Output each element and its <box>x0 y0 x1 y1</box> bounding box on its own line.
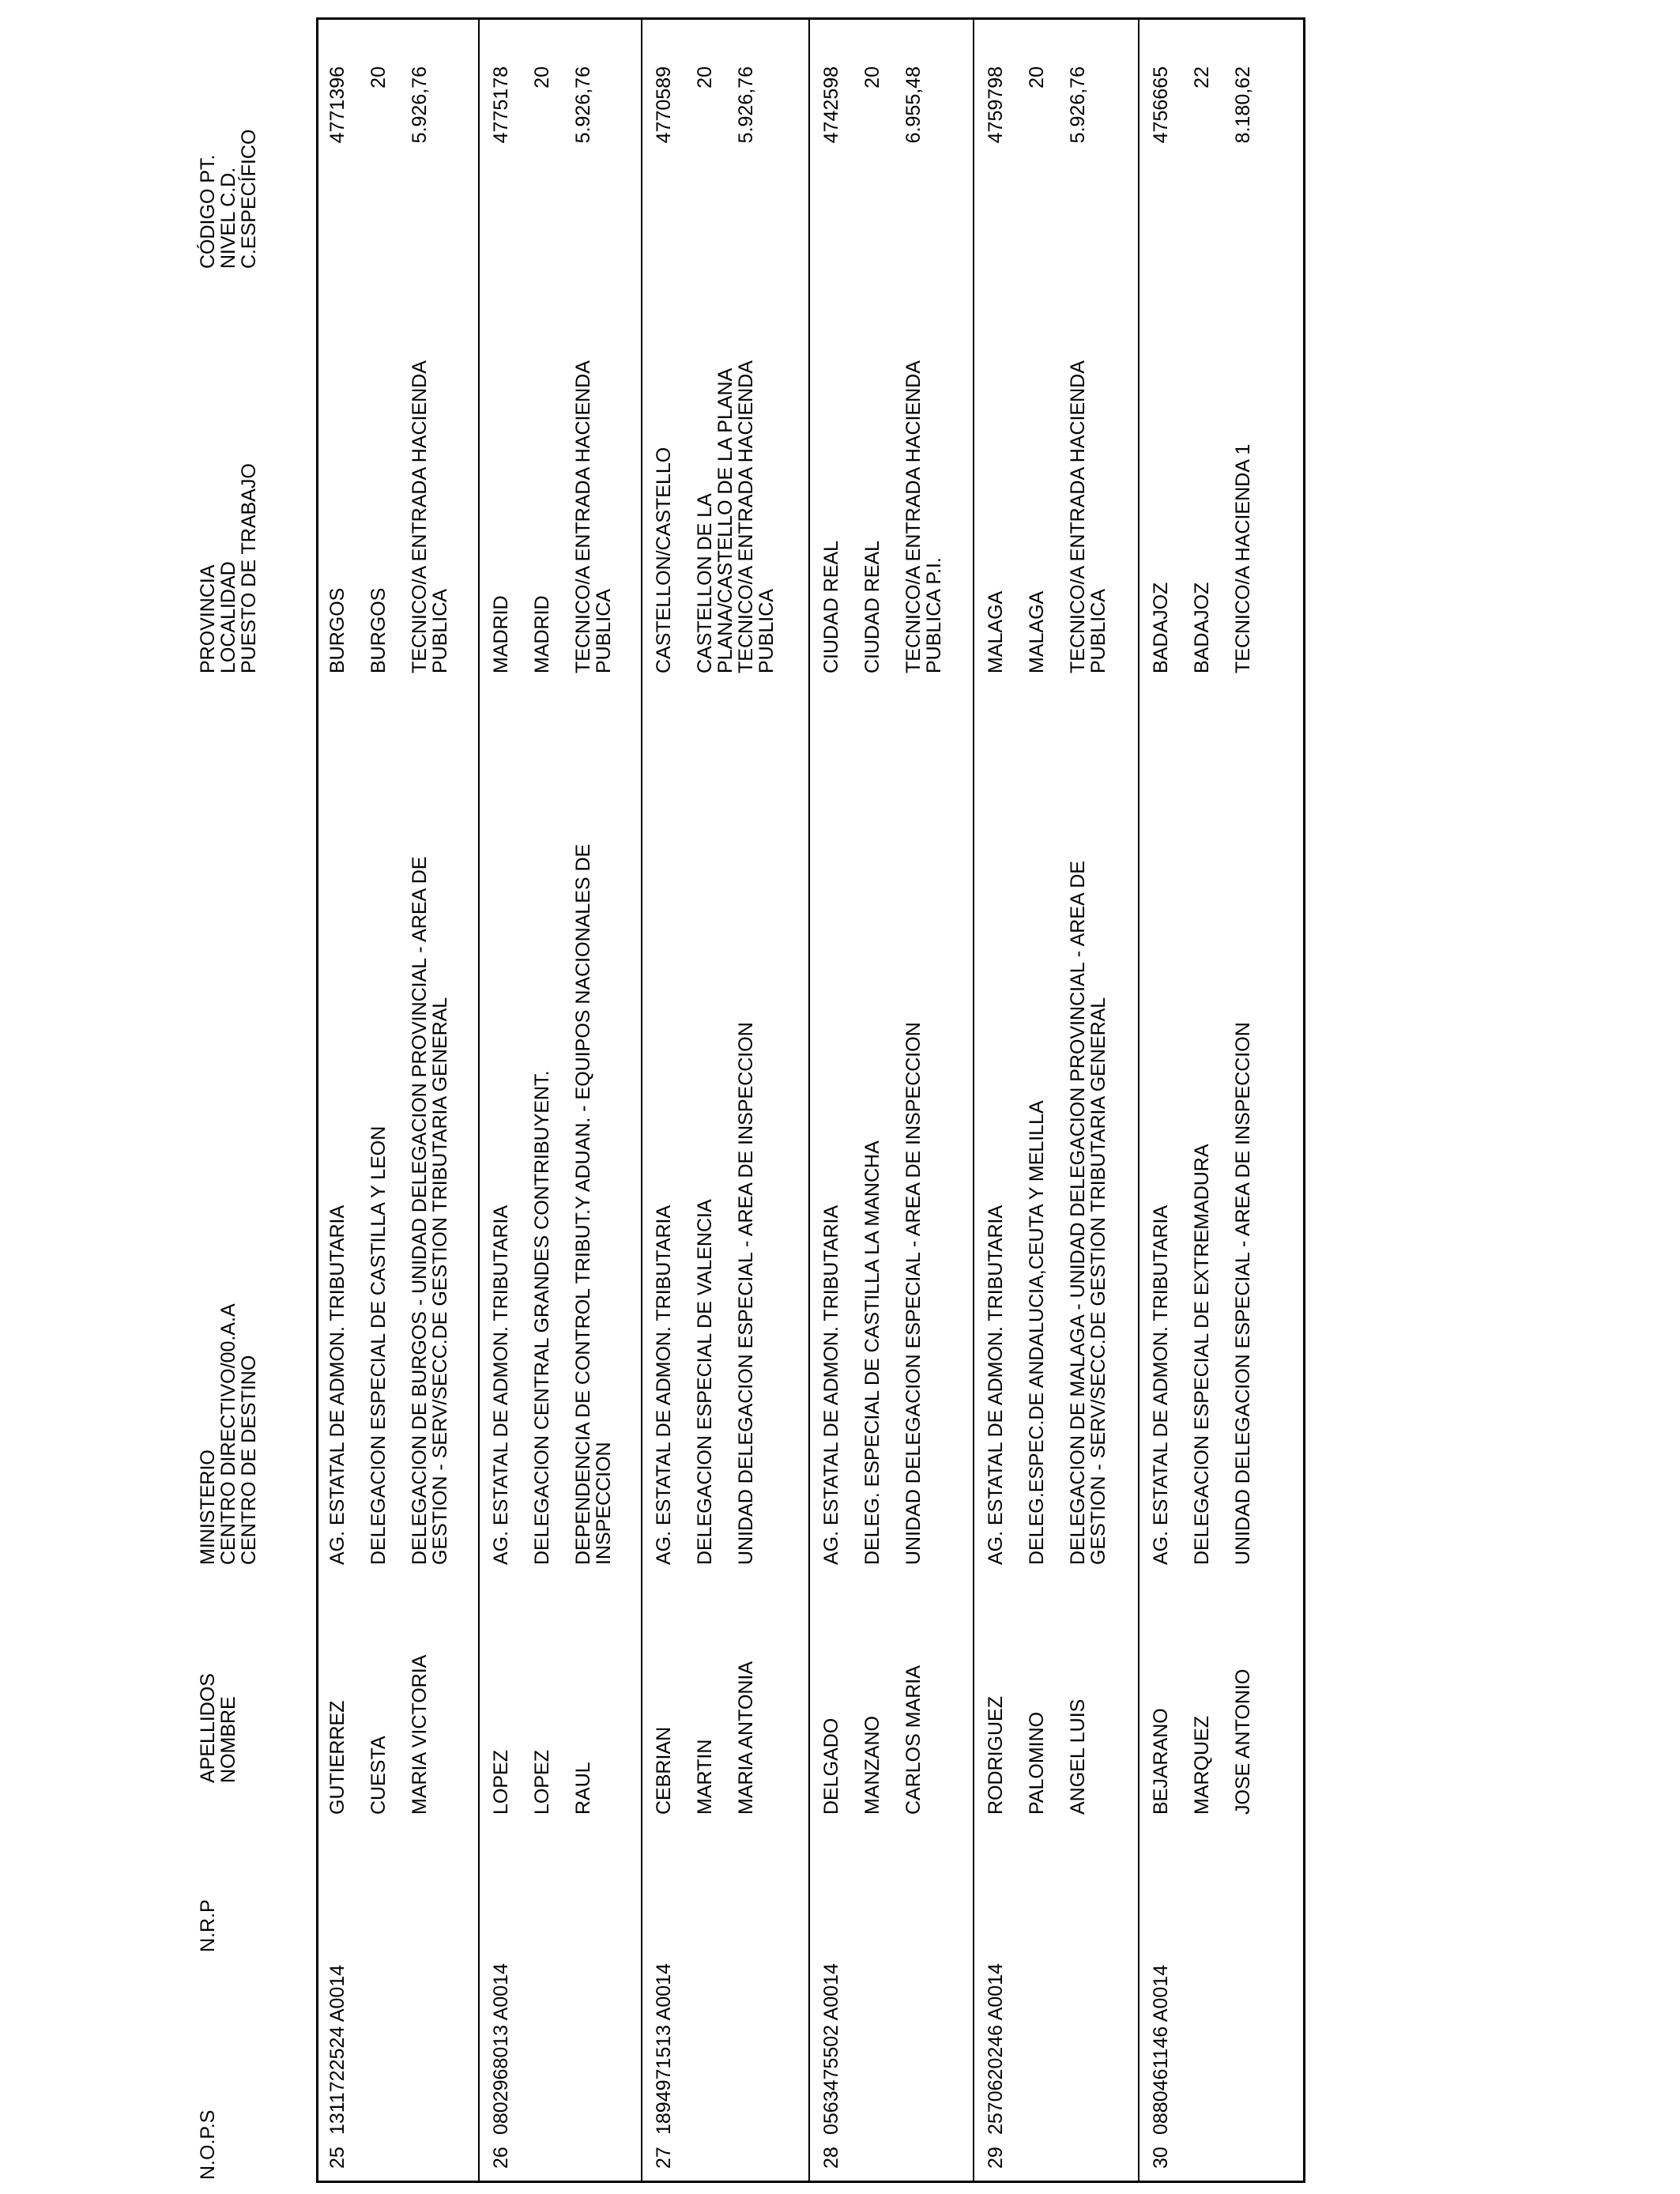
row-specific: 5.926,76 <box>1067 66 1089 144</box>
row-code: 4770589 <box>653 66 675 144</box>
table-frame <box>316 17 1305 2183</box>
row-separator <box>478 17 480 2183</box>
header-centers-line-1: MINISTERIO <box>197 1449 219 1565</box>
header-location-line-3: PUESTO DE TRABAJO <box>238 463 260 673</box>
row-name: MARIA VICTORIA <box>409 1654 431 1815</box>
row-name: JOSE ANTONIO <box>1232 1668 1254 1815</box>
row-surname2: CUESTA <box>367 1736 390 1815</box>
header-names <box>198 1673 239 1783</box>
row-specific: 5.926,76 <box>735 66 757 144</box>
row-level: 22 <box>1191 66 1213 89</box>
row-name: RAUL <box>572 1762 594 1815</box>
row-code: 4775178 <box>490 66 512 144</box>
row-level: 20 <box>367 66 390 89</box>
header-location <box>198 463 259 673</box>
row-locality: CIUDAD REAL <box>861 540 883 673</box>
header-names-line-2: NOMBRE <box>217 1696 239 1783</box>
row-specific: 5.926,76 <box>572 66 594 144</box>
header-codes-line-2: NIVEL C.D. <box>217 167 239 269</box>
row-nrp: 1311722524 A0014 <box>326 1964 348 2135</box>
row-post: TECNICO/A ENTRADA HACIENDA PUBLICA <box>735 361 778 673</box>
row-nops: 26 <box>490 2147 512 2169</box>
row-nrp: 2570620246 A0014 <box>985 1963 1007 2135</box>
row-post: TECNICO/A ENTRADA HACIENDA PUBLICA <box>572 361 615 673</box>
row-directive: DELEGACION ESPECIAL DE EXTREMADURA <box>1191 1144 1213 1565</box>
row-code: 4756665 <box>1150 66 1172 144</box>
row-ministry: AG. ESTATAL DE ADMON. TRIBUTARIA <box>326 1204 348 1565</box>
header-nrp: N.R.P <box>197 1899 219 1952</box>
row-province: MALAGA <box>985 590 1007 673</box>
row-separator <box>973 17 974 2183</box>
row-directive: DELEGACION CENTRAL GRANDES CONTRIBUYENT. <box>531 1070 553 1565</box>
row-surname1: CEBRIAN <box>653 1726 675 1815</box>
row-specific: 6.955,48 <box>902 66 925 144</box>
header-centers-line-3: CENTRO DE DESTINO <box>238 1355 260 1565</box>
row-specific: 5.926,76 <box>409 66 431 144</box>
row-level: 20 <box>694 66 716 89</box>
row-nops: 30 <box>1150 2147 1172 2169</box>
row-surname1: RODRIGUEZ <box>985 1696 1007 1815</box>
header-centers-line-2: CENTRO DIRECTIVO/00.A.A <box>217 1303 239 1565</box>
row-locality: BADAJOZ <box>1191 582 1213 673</box>
row-locality: BURGOS <box>367 587 390 673</box>
row-separator <box>1138 17 1139 2183</box>
row-surname1: LOPEZ <box>490 1750 512 1815</box>
row-destination: UNIDAD DELEGACION ESPECIAL - AREA DE INSPECCION <box>735 1022 757 1565</box>
row-separator <box>808 17 810 2183</box>
row-directive: DELEGACION ESPECIAL DE VALENCIA <box>694 1199 716 1565</box>
row-nrp: 0563475502 A0014 <box>820 1963 842 2135</box>
row-province: CASTELLON/CASTELLO <box>653 447 675 673</box>
header-location-line-2: LOCALIDAD <box>217 561 239 673</box>
row-destination: DEPENDENCIA DE CONTROL TRIBUT.Y ADUAN. - EQUIPOS NACIONALES DE INSPECCION <box>572 843 615 1565</box>
row-level: 20 <box>861 66 883 89</box>
row-name: CARLOS MARIA <box>902 1665 925 1815</box>
row-post: TECNICO/A HACIENDA 1 <box>1232 443 1254 673</box>
row-destination: DELEGACION DE BURGOS - UNIDAD DELEGACION PROVINCIAL - AREA DE GESTION - SERV/SECC.DE GESTION TRIBUTARIA GENERAL <box>409 856 451 1565</box>
row-name: MARIA ANTONIA <box>735 1661 757 1815</box>
row-ministry: AG. ESTATAL DE ADMON. TRIBUTARIA <box>820 1204 842 1565</box>
row-destination: UNIDAD DELEGACION ESPECIAL - AREA DE INSPECCION <box>902 1022 925 1565</box>
row-post: TECNICO/A ENTRADA HACIENDA PUBLICA <box>1067 361 1109 673</box>
row-ministry: AG. ESTATAL DE ADMON. TRIBUTARIA <box>985 1204 1007 1565</box>
row-ministry: AG. ESTATAL DE ADMON. TRIBUTARIA <box>490 1204 512 1565</box>
row-specific: 8.180,62 <box>1232 66 1254 144</box>
header-location-line-1: PROVINCIA <box>197 564 219 673</box>
header-centers <box>198 1303 259 1565</box>
row-locality: MADRID <box>531 595 553 673</box>
row-ministry: AG. ESTATAL DE ADMON. TRIBUTARIA <box>1150 1204 1172 1565</box>
row-nops: 28 <box>820 2147 842 2169</box>
row-level: 20 <box>531 66 553 89</box>
row-locality: CASTELLON DE LA PLANA/CASTELLO DE LA PLANA <box>694 368 736 673</box>
row-separator <box>641 17 642 2183</box>
row-code: 4771396 <box>326 66 348 144</box>
row-ministry: AG. ESTATAL DE ADMON. TRIBUTARIA <box>653 1204 675 1565</box>
row-surname1: BEJARANO <box>1150 1708 1172 1815</box>
row-directive: DELEG. ESPECIAL DE CASTILLA LA MANCHA <box>861 1140 883 1565</box>
header-codes-line-1: CÓDIGO PT. <box>197 154 219 269</box>
row-name: ANGEL LUIS <box>1067 1698 1089 1815</box>
row-surname2: PALOMINO <box>1026 1711 1048 1815</box>
header-codes-line-3: C.ESPECÍFICO <box>238 129 260 269</box>
row-province: BADAJOZ <box>1150 582 1172 673</box>
header-nops: N.O.P.S <box>197 2109 219 2180</box>
row-surname2: MARTIN <box>694 1739 716 1815</box>
row-nops: 29 <box>985 2147 1007 2169</box>
row-directive: DELEGACION ESPECIAL DE CASTILLA Y LEON <box>367 1125 390 1565</box>
row-province: BURGOS <box>326 587 348 673</box>
row-province: MADRID <box>490 595 512 673</box>
row-destination: DELEGACION DE MALAGA - UNIDAD DELEGACION PROVINCIAL - AREA DE GESTION - SERV/SECC.DE GESTION TRIBUTARIA GENERAL <box>1067 861 1109 1565</box>
row-nops: 27 <box>653 2147 675 2169</box>
row-province: CIUDAD REAL <box>820 540 842 673</box>
row-surname2: MARQUEZ <box>1191 1716 1213 1815</box>
row-nrp: 1894971513 A0014 <box>653 1963 675 2135</box>
row-directive: DELEG.ESPEC.DE ANDALUCIA,CEUTA Y MELILLA <box>1026 1100 1048 1565</box>
header-names-line-1: APELLIDOS <box>197 1673 219 1783</box>
row-nrp: 0880461146 A0014 <box>1150 1964 1172 2135</box>
row-surname2: LOPEZ <box>531 1750 553 1815</box>
row-level: 20 <box>1026 66 1048 89</box>
row-surname2: MANZANO <box>861 1716 883 1815</box>
row-nops: 25 <box>326 2147 348 2169</box>
header-codes <box>198 130 259 269</box>
row-locality: MALAGA <box>1026 590 1048 673</box>
row-post: TECNICO/A ENTRADA HACIENDA PUBLICA <box>409 361 451 673</box>
row-surname1: GUTIERREZ <box>326 1700 348 1815</box>
row-post: TECNICO/A ENTRADA HACIENDA PUBLICA P.I. <box>902 361 945 673</box>
row-code: 4759798 <box>985 66 1007 144</box>
row-destination: UNIDAD DELEGACION ESPECIAL - AREA DE INSPECCION <box>1232 1022 1254 1565</box>
row-surname1: DELGADO <box>820 1717 842 1815</box>
row-nrp: 0802968013 A0014 <box>490 1963 512 2135</box>
row-code: 4742598 <box>820 66 842 144</box>
